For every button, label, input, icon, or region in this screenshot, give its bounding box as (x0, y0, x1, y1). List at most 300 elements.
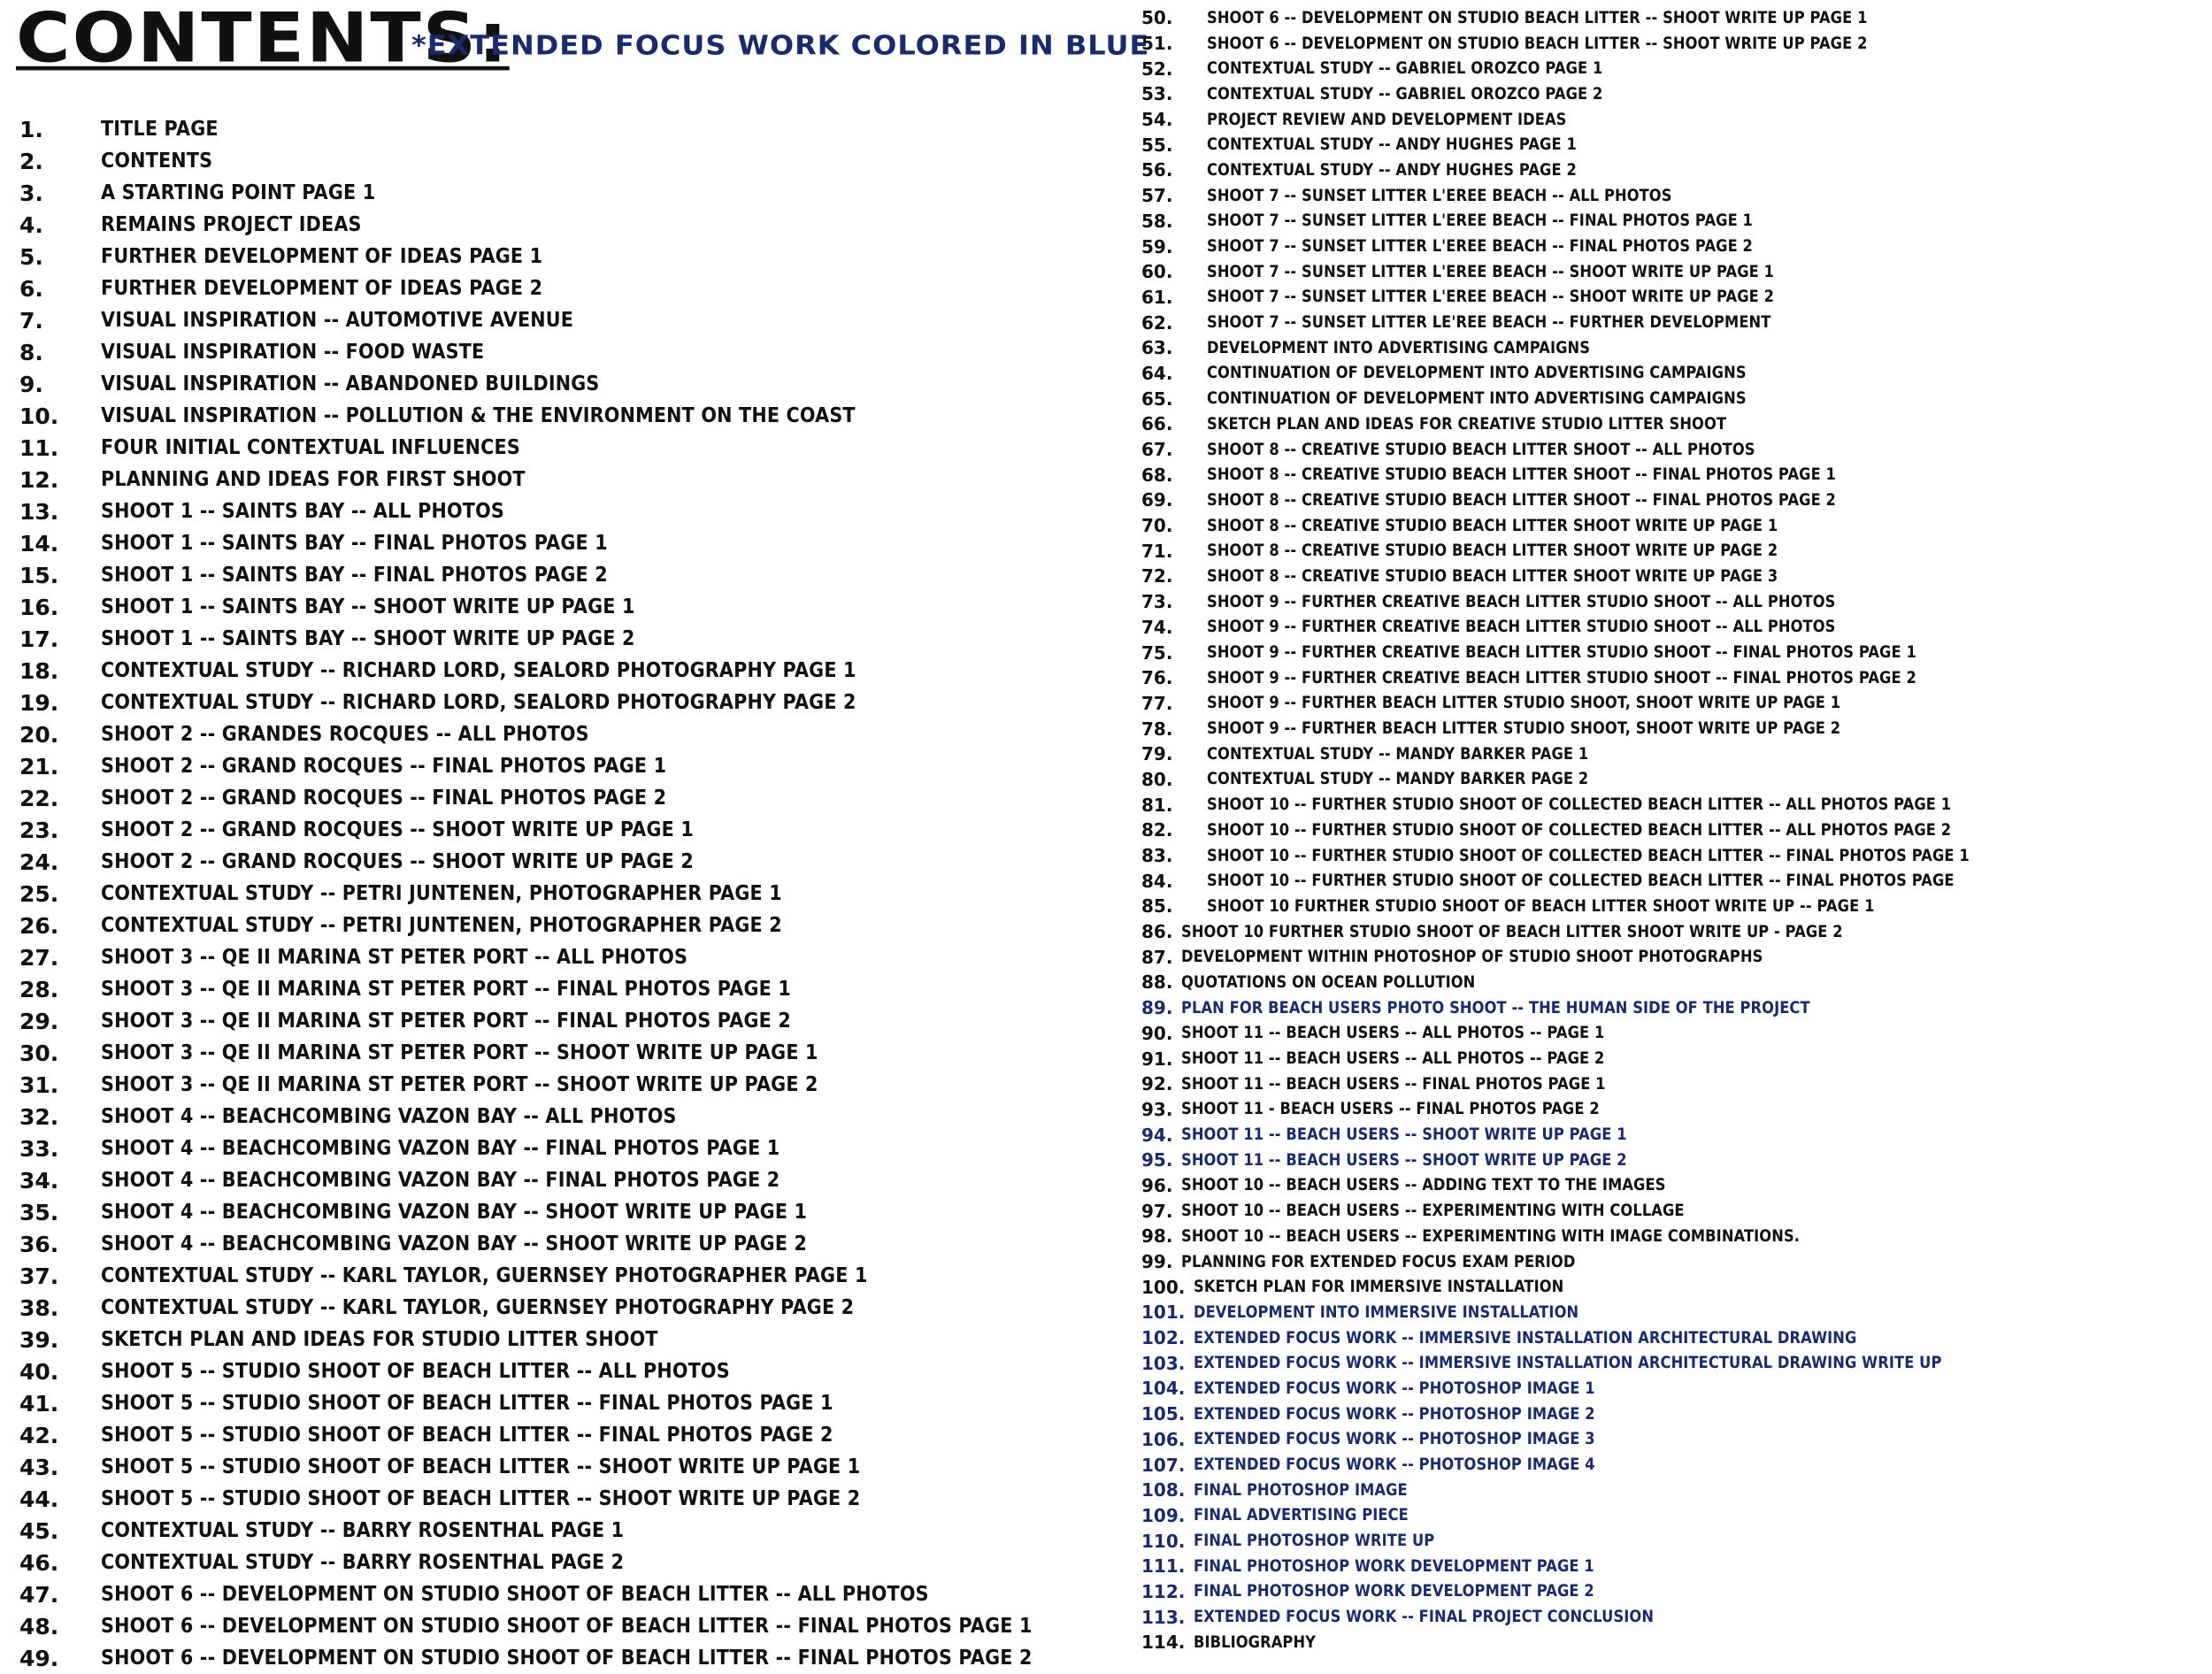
contents-entry (19, 1037, 1099, 1069)
contents-entry (1141, 741, 2203, 767)
contents-entry (1141, 1300, 2203, 1325)
entry-title: FOUR INITIAL CONTEXTUAL INFLUENCES (101, 436, 520, 459)
entry-number: 86. (1141, 921, 1173, 943)
contents-entry (1141, 157, 2203, 183)
entry-title: SHOOT 4 -- BEACHCOMBING VAZON BAY -- SHOOT WRITE UP PAGE 1 (101, 1201, 808, 1224)
contents-entry (19, 623, 1099, 655)
entry-title: SHOOT 5 -- STUDIO SHOOT OF BEACH LITTER -- SHOOT WRITE UP PAGE 2 (101, 1487, 861, 1510)
contents-entry (1141, 81, 2203, 107)
entry-title: EXTENDED FOCUS WORK -- PHOTOSHOP IMAGE 1 (1194, 1378, 1596, 1398)
contents-entry (1141, 1604, 2203, 1630)
entry-title: SHOOT 3 -- QE II MARINA ST PETER PORT -- ALL PHOTOS (101, 946, 688, 969)
entry-number: 7. (19, 307, 43, 334)
entry-title: CONTEXTUAL STUDY -- GABRIEL OROZCO PAGE 1 (1207, 59, 1603, 79)
entry-title: QUOTATIONS ON OCEAN POLLUTION (1181, 972, 1476, 992)
entry-title: SHOOT 5 -- STUDIO SHOOT OF BEACH LITTER -- ALL PHOTOS (101, 1360, 730, 1383)
entry-number: 73. (1141, 591, 1173, 613)
contents-entry (19, 1133, 1099, 1164)
contents-entry (19, 846, 1099, 878)
entry-number: 74. (1141, 616, 1173, 638)
entry-number: 102. (1141, 1327, 1186, 1349)
contents-entry (19, 1610, 1099, 1642)
contents-entry (19, 209, 1099, 241)
contents-entry (1141, 56, 2203, 81)
contents-entry (19, 1260, 1099, 1292)
entry-number: 79. (1141, 743, 1173, 765)
entry-number: 34. (19, 1167, 59, 1194)
entry-title: SHOOT 9 -- FURTHER BEACH LITTER STUDIO SHOOT, SHOOT WRITE UP PAGE 2 (1207, 719, 1841, 739)
entry-title: FURTHER DEVELOPMENT OF IDEAS PAGE 1 (101, 245, 543, 268)
contents-entry (19, 655, 1099, 687)
contents-entry (1141, 310, 2203, 335)
entry-number: 18. (19, 657, 59, 684)
entry-number: 54. (1141, 109, 1173, 131)
entry-title: SHOOT 4 -- BEACHCOMBING VAZON BAY -- ALL PHOTOS (101, 1105, 677, 1128)
entry-title: SHOOT 11 -- BEACH USERS -- SHOOT WRITE UP PAGE 2 (1181, 1150, 1628, 1170)
contents-entry (19, 1515, 1099, 1547)
entry-number: 99. (1141, 1251, 1173, 1273)
entry-title: FINAL PHOTOSHOP WORK DEVELOPMENT PAGE 2 (1194, 1582, 1595, 1601)
entry-title: SHOOT 11 - BEACH USERS -- FINAL PHOTOS PAGE 2 (1181, 1100, 1601, 1119)
entry-title: SHOOT 3 -- QE II MARINA ST PETER PORT -- SHOOT WRITE UP PAGE 1 (101, 1041, 818, 1064)
entry-number: 75. (1141, 641, 1173, 664)
entry-title: VISUAL INSPIRATION -- AUTOMOTIVE AVENUE (101, 309, 574, 332)
contents-entry (1141, 1503, 2203, 1529)
contents-entry (19, 1547, 1099, 1578)
entry-number: 95. (1141, 1149, 1173, 1171)
entry-number: 101. (1141, 1302, 1186, 1324)
contents-entry (19, 591, 1099, 623)
entry-number: 46. (19, 1549, 59, 1576)
entry-number: 64. (1141, 362, 1173, 384)
entry-number: 55. (1141, 134, 1173, 156)
entry-title: SHOOT 1 -- SAINTS BAY -- SHOOT WRITE UP PAGE 1 (101, 595, 635, 618)
contents-entry (19, 559, 1099, 591)
contents-entry (19, 973, 1099, 1005)
contents-entry (1141, 1528, 2203, 1554)
contents-entry (1141, 716, 2203, 741)
entry-title: SHOOT 10 -- BEACH USERS -- ADDING TEXT TO THE IMAGES (1181, 1176, 1666, 1195)
entry-title: SHOOT 10 -- FURTHER STUDIO SHOOT OF COLLECTED BEACH LITTER -- FINAL PHOTOS PAGE 1 (1207, 846, 1970, 865)
entry-title: SHOOT 2 -- GRAND ROCQUES -- SHOOT WRITE UP PAGE 2 (101, 850, 694, 873)
entry-title: SHOOT 7 -- SUNSET LITTER L'EREE BEACH -- FINAL PHOTOS PAGE 1 (1207, 211, 1753, 231)
entry-number: 30. (19, 1040, 59, 1066)
entry-title: PLANNING FOR EXTENDED FOCUS EXAM PERIOD (1181, 1252, 1576, 1271)
entry-number: 61. (1141, 286, 1173, 308)
entry-number: 21. (19, 753, 59, 779)
entry-title: EXTENDED FOCUS WORK -- PHOTOSHOP IMAGE 3 (1194, 1430, 1596, 1449)
contents-entry (1141, 970, 2203, 995)
entry-number: 50. (1141, 7, 1173, 29)
contents-entry (19, 495, 1099, 527)
contents-entry (19, 687, 1099, 718)
entry-number: 83. (1141, 845, 1173, 867)
entry-title: PLANNING AND IDEAS FOR FIRST SHOOT (101, 468, 526, 491)
entry-number: 24. (19, 849, 59, 875)
entry-number: 31. (19, 1071, 59, 1098)
contents-entry (19, 1228, 1099, 1260)
entry-number: 56. (1141, 159, 1173, 181)
entry-title: SHOOT 2 -- GRAND ROCQUES -- FINAL PHOTOS PAGE 1 (101, 755, 667, 778)
entry-number: 16. (19, 594, 59, 620)
entry-number: 41. (19, 1390, 59, 1417)
entry-number: 69. (1141, 489, 1173, 511)
contents-entry (1141, 589, 2203, 615)
entry-title: SHOOT 6 -- DEVELOPMENT ON STUDIO SHOOT OF BEACH LITTER -- FINAL PHOTOS PAGE 1 (101, 1615, 1033, 1638)
entry-title: SHOOT 3 -- QE II MARINA ST PETER PORT -- FINAL PHOTOS PAGE 2 (101, 1010, 791, 1033)
entry-number: 51. (1141, 33, 1173, 55)
entry-title: SHOOT 1 -- SAINTS BAY -- SHOOT WRITE UP PAGE 2 (101, 627, 635, 650)
contents-entry (19, 1578, 1099, 1610)
contents-entry (1141, 411, 2203, 437)
entry-title: SHOOT 7 -- SUNSET LITTER L'EREE BEACH -- ALL PHOTOS (1207, 186, 1672, 205)
contents-entry (1141, 843, 2203, 869)
entry-title: BIBLIOGRAPHY (1194, 1632, 1317, 1652)
entry-number: 29. (19, 1008, 59, 1034)
contents-entry (19, 1324, 1099, 1355)
contents-entry (19, 1101, 1099, 1133)
entry-number: 97. (1141, 1200, 1173, 1222)
entry-number: 103. (1141, 1352, 1186, 1374)
contents-entry (1141, 640, 2203, 665)
contents-list-right (1141, 5, 2203, 1655)
entry-title: CONTEXTUAL STUDY -- PETRI JUNTENEN, PHOTOGRAPHER PAGE 1 (101, 882, 782, 905)
entry-number: 85. (1141, 895, 1173, 918)
entry-number: 42. (19, 1422, 59, 1448)
entry-title: CONTEXTUAL STUDY -- GABRIEL OROZCO PAGE 2 (1207, 84, 1603, 104)
entry-number: 112. (1141, 1580, 1186, 1602)
contents-entry (1141, 919, 2203, 945)
contents-entry (1141, 1401, 2203, 1427)
entry-number: 19. (19, 689, 59, 716)
entry-number: 90. (1141, 1022, 1173, 1044)
contents-entry (1141, 538, 2203, 564)
contents-entry (19, 1387, 1099, 1419)
entry-number: 32. (19, 1103, 59, 1130)
entry-number: 96. (1141, 1174, 1173, 1196)
entry-title: SKETCH PLAN AND IDEAS FOR STUDIO LITTER SHOOT (101, 1328, 658, 1351)
entry-title: PLAN FOR BEACH USERS PHOTO SHOOT -- THE HUMAN SIDE OF THE PROJECT (1181, 998, 1811, 1017)
entry-title: SHOOT 10 -- FURTHER STUDIO SHOOT OF COLLECTED BEACH LITTER -- ALL PHOTOS PAGE 1 (1207, 795, 1952, 815)
contents-entry (19, 1451, 1099, 1483)
entry-number: 6. (19, 275, 43, 302)
entry-number: 13. (19, 498, 59, 525)
entry-title: SHOOT 2 -- GRAND ROCQUES -- FINAL PHOTOS PAGE 2 (101, 787, 667, 810)
entry-number: 28. (19, 976, 59, 1002)
entry-title: SHOOT 7 -- SUNSET LITTER L'EREE BEACH -- SHOOT WRITE UP PAGE 2 (1207, 288, 1775, 307)
entry-title: SHOOT 10 -- FURTHER STUDIO SHOOT OF COLLECTED BEACH LITTER -- ALL PHOTOS PAGE 2 (1207, 820, 1952, 840)
entry-title: SKETCH PLAN AND IDEAS FOR CREATIVE STUDIO LITTER SHOOT (1207, 414, 1727, 434)
entry-number: 43. (19, 1454, 59, 1480)
entry-number: 94. (1141, 1124, 1173, 1146)
entry-title: SHOOT 8 -- CREATIVE STUDIO BEACH LITTER SHOOT -- FINAL PHOTOS PAGE 2 (1207, 490, 1836, 510)
contents-entry (1141, 995, 2203, 1021)
contents-entry (1141, 132, 2203, 157)
entry-number: 35. (19, 1199, 59, 1225)
contents-entry (19, 241, 1099, 273)
entry-title: SHOOT 8 -- CREATIVE STUDIO BEACH LITTER SHOOT WRITE UP PAGE 2 (1207, 541, 1778, 561)
entry-title: CONTINUATION OF DEVELOPMENT INTO ADVERTISING CAMPAIGNS (1207, 364, 1747, 383)
entry-title: SHOOT 3 -- QE II MARINA ST PETER PORT -- FINAL PHOTOS PAGE 1 (101, 978, 791, 1001)
entry-title: SHOOT 10 FURTHER STUDIO SHOOT OF BEACH LITTER SHOOT WRITE UP -- PAGE 1 (1207, 896, 1875, 916)
entry-number: 20. (19, 721, 59, 748)
entry-title: SHOOT 9 -- FURTHER CREATIVE BEACH LITTER STUDIO SHOOT -- ALL PHOTOS (1207, 618, 1836, 637)
entry-number: 2. (19, 148, 43, 174)
contents-entry (1141, 1224, 2203, 1249)
entry-number: 25. (19, 880, 59, 907)
entry-number: 111. (1141, 1555, 1186, 1578)
contents-entry (1141, 1350, 2203, 1376)
entry-number: 26. (19, 912, 59, 939)
contents-entry (19, 304, 1099, 336)
entry-number: 104. (1141, 1378, 1186, 1400)
entry-title: VISUAL INSPIRATION -- ABANDONED BUILDINGS (101, 372, 600, 395)
entry-number: 66. (1141, 413, 1173, 435)
entry-title: CONTEXTUAL STUDY -- MANDY BARKER PAGE 1 (1207, 744, 1589, 764)
contents-entry (1141, 1630, 2203, 1655)
entry-number: 109. (1141, 1504, 1186, 1526)
entry-title: CONTEXTUAL STUDY -- KARL TAYLOR, GUERNSEY PHOTOGRAPHY PAGE 2 (101, 1296, 855, 1319)
entry-number: 23. (19, 817, 59, 843)
entry-number: 52. (1141, 58, 1173, 80)
entry-title: SHOOT 6 -- DEVELOPMENT ON STUDIO SHOOT OF BEACH LITTER -- FINAL PHOTOS PAGE 2 (101, 1647, 1033, 1670)
entry-number: 5. (19, 243, 43, 270)
contents-entry (19, 1069, 1099, 1101)
page-subtitle-note: *EXTENDED FOCUS WORK COLORED IN BLUE (411, 29, 1150, 62)
entry-title: SHOOT 7 -- SUNSET LITTER L'EREE BEACH -- FINAL PHOTOS PAGE 2 (1207, 237, 1753, 257)
contents-entry (1141, 1046, 2203, 1071)
entry-number: 76. (1141, 667, 1173, 689)
entry-number: 110. (1141, 1530, 1186, 1552)
entry-number: 105. (1141, 1403, 1186, 1425)
entry-number: 81. (1141, 794, 1173, 816)
contents-entry (19, 941, 1099, 973)
entry-number: 4. (19, 211, 43, 238)
contents-entry (19, 1005, 1099, 1037)
entry-number: 71. (1141, 540, 1173, 562)
entry-title: DEVELOPMENT INTO IMMERSIVE INSTALLATION (1194, 1302, 1579, 1322)
entry-number: 70. (1141, 515, 1173, 537)
entry-number: 8. (19, 339, 43, 365)
entry-number: 3. (19, 180, 43, 206)
entry-title: SHOOT 4 -- BEACHCOMBING VAZON BAY -- FINAL PHOTOS PAGE 1 (101, 1137, 780, 1160)
entry-title: SHOOT 8 -- CREATIVE STUDIO BEACH LITTER SHOOT -- FINAL PHOTOS PAGE 1 (1207, 465, 1836, 485)
contents-entry (19, 1164, 1099, 1196)
entry-number: 60. (1141, 261, 1173, 283)
entry-number: 87. (1141, 946, 1173, 968)
entry-title: CONTEXTUAL STUDY -- BARRY ROSENTHAL PAGE 2 (101, 1551, 625, 1574)
contents-entry (1141, 462, 2203, 488)
contents-entry (1141, 285, 2203, 311)
contents-entry (1141, 792, 2203, 818)
entry-title: SKETCH PLAN FOR IMMERSIVE INSTALLATION (1194, 1278, 1564, 1297)
entry-number: 98. (1141, 1225, 1173, 1248)
entry-title: SHOOT 2 -- GRAND ROCQUES -- SHOOT WRITE UP PAGE 1 (101, 818, 694, 841)
entry-title: CONTEXTUAL STUDY -- RICHARD LORD, SEALORD PHOTOGRAPHY PAGE 1 (101, 659, 856, 682)
entry-title: SHOOT 10 -- FURTHER STUDIO SHOOT OF COLLECTED BEACH LITTER -- FINAL PHOTOS PAGE (1207, 872, 1955, 891)
entry-title: SHOOT 10 -- BEACH USERS -- EXPERIMENTING WITH COLLAGE (1181, 1202, 1686, 1221)
contents-entry (1141, 1554, 2203, 1579)
entry-title: EXTENDED FOCUS WORK -- IMMERSIVE INSTALLATION ARCHITECTURAL DRAWING WRITE UP (1194, 1354, 1942, 1373)
contents-entry (1141, 665, 2203, 691)
contents-entry (1141, 1021, 2203, 1047)
entry-number: 65. (1141, 388, 1173, 410)
contents-entry (19, 782, 1099, 814)
entry-title: SHOOT 4 -- BEACHCOMBING VAZON BAY -- SHOOT WRITE UP PAGE 2 (101, 1232, 808, 1256)
entry-number: 33. (19, 1135, 59, 1162)
contents-entry (1141, 209, 2203, 234)
entry-title: CONTEXTUAL STUDY -- ANDY HUGHES PAGE 2 (1207, 160, 1577, 180)
entry-number: 57. (1141, 185, 1173, 207)
entry-number: 53. (1141, 83, 1173, 105)
entry-number: 48. (19, 1613, 59, 1639)
contents-entry (1141, 767, 2203, 793)
contents-entry (19, 750, 1099, 782)
contents-entry (1141, 818, 2203, 843)
entry-title: DEVELOPMENT INTO ADVERTISING CAMPAIGNS (1207, 338, 1591, 357)
entry-number: 49. (19, 1645, 59, 1671)
contents-entry (1141, 1452, 2203, 1478)
entry-number: 40. (19, 1358, 59, 1385)
contents-entry (1141, 386, 2203, 411)
contents-entry (1141, 259, 2203, 285)
contents-entry (1141, 5, 2203, 31)
entry-number: 77. (1141, 692, 1173, 714)
contents-entry (1141, 1325, 2203, 1351)
entry-number: 63. (1141, 337, 1173, 359)
entry-title: SHOOT 10 FURTHER STUDIO SHOOT OF BEACH LITTER SHOOT WRITE UP - PAGE 2 (1181, 922, 1844, 941)
entry-title: DEVELOPMENT WITHIN PHOTOSHOP OF STUDIO SHOOT PHOTOGRAPHS (1181, 948, 1763, 967)
contents-entry (19, 814, 1099, 846)
entry-title: EXTENDED FOCUS WORK -- FINAL PROJECT CONCLUSION (1194, 1608, 1655, 1627)
entry-title: SHOOT 11 -- BEACH USERS -- SHOOT WRITE UP PAGE 1 (1181, 1125, 1628, 1145)
entry-title: SHOOT 10 -- BEACH USERS -- EXPERIMENTING WITH IMAGE COMBINATIONS. (1181, 1226, 1801, 1246)
contents-entry (19, 1483, 1099, 1515)
entry-number: 91. (1141, 1048, 1173, 1070)
entry-title: SHOOT 6 -- DEVELOPMENT ON STUDIO SHOOT OF BEACH LITTER -- ALL PHOTOS (101, 1583, 929, 1606)
contents-entry (19, 368, 1099, 400)
entry-number: 36. (19, 1231, 59, 1257)
entry-number: 1. (19, 116, 43, 142)
contents-entry (19, 1355, 1099, 1387)
contents-list-left (19, 113, 1099, 1674)
entry-title: SHOOT 7 -- SUNSET LITTER L'EREE BEACH -- SHOOT WRITE UP PAGE 1 (1207, 262, 1775, 281)
contents-entry (1141, 1148, 2203, 1173)
entry-title: SHOOT 5 -- STUDIO SHOOT OF BEACH LITTER -- FINAL PHOTOS PAGE 1 (101, 1392, 833, 1415)
entry-number: 93. (1141, 1098, 1173, 1120)
contents-entry (19, 336, 1099, 368)
entry-number: 114. (1141, 1632, 1186, 1654)
contents-entry (1141, 564, 2203, 589)
entry-number: 72. (1141, 565, 1173, 587)
entry-title: SHOOT 2 -- GRANDES ROCQUES -- ALL PHOTOS (101, 723, 589, 746)
entry-number: 10. (19, 403, 59, 429)
contents-entry (1141, 361, 2203, 387)
entry-number: 67. (1141, 439, 1173, 461)
contents-entry (1141, 1122, 2203, 1148)
entry-title: SHOOT 8 -- CREATIVE STUDIO BEACH LITTER SHOOT WRITE UP PAGE 1 (1207, 516, 1778, 535)
contents-entry (19, 718, 1099, 750)
entry-number: 47. (19, 1581, 59, 1608)
contents-entry (1141, 894, 2203, 919)
entry-number: 9. (19, 371, 43, 397)
contents-entry (19, 1292, 1099, 1324)
contents-entry (1141, 1274, 2203, 1300)
entry-number: 88. (1141, 971, 1173, 994)
contents-entry (19, 910, 1099, 941)
entry-title: SHOOT 11 -- BEACH USERS -- ALL PHOTOS -- PAGE 1 (1181, 1024, 1605, 1043)
entry-number: 113. (1141, 1606, 1186, 1628)
contents-entry (1141, 1376, 2203, 1401)
entry-number: 44. (19, 1486, 59, 1512)
contents-entry (1141, 335, 2203, 361)
contents-entry (1141, 1427, 2203, 1453)
contents-entry (1141, 1173, 2203, 1199)
contents-entry (1141, 615, 2203, 641)
entry-title: EXTENDED FOCUS WORK -- PHOTOSHOP IMAGE 2 (1194, 1404, 1596, 1424)
contents-entry (1141, 513, 2203, 539)
entry-title: VISUAL INSPIRATION -- FOOD WASTE (101, 341, 485, 364)
contents-entry (19, 145, 1099, 177)
entry-number: 38. (19, 1294, 59, 1321)
entry-title: FINAL ADVERTISING PIECE (1194, 1506, 1409, 1525)
entry-title: SHOOT 6 -- DEVELOPMENT ON STUDIO BEACH LITTER -- SHOOT WRITE UP PAGE 1 (1207, 8, 1868, 27)
entry-title: SHOOT 9 -- FURTHER CREATIVE BEACH LITTER STUDIO SHOOT -- FINAL PHOTOS PAGE 2 (1207, 668, 1916, 687)
contents-entry (1141, 1579, 2203, 1605)
entry-number: 27. (19, 944, 59, 971)
entry-number: 58. (1141, 210, 1173, 232)
entry-title: SHOOT 3 -- QE II MARINA ST PETER PORT -- SHOOT WRITE UP PAGE 2 (101, 1073, 818, 1096)
contents-entry (19, 1196, 1099, 1228)
entry-title: SHOOT 7 -- SUNSET LITTER LE'REE BEACH -- FURTHER DEVELOPMENT (1207, 313, 1771, 333)
entry-number: 107. (1141, 1454, 1186, 1476)
entry-title: SHOOT 9 -- FURTHER BEACH LITTER STUDIO SHOOT, SHOOT WRITE UP PAGE 1 (1207, 694, 1841, 713)
contents-entry (1141, 944, 2203, 970)
entry-number: 82. (1141, 819, 1173, 841)
entry-title: SHOOT 11 -- BEACH USERS -- ALL PHOTOS -- PAGE 2 (1181, 1049, 1605, 1069)
contents-entry (1141, 691, 2203, 717)
entry-title: CONTEXTUAL STUDY -- KARL TAYLOR, GUERNSEY PHOTOGRAPHER PAGE 1 (101, 1264, 868, 1287)
entry-number: 78. (1141, 718, 1173, 740)
contents-entry (1141, 183, 2203, 209)
entry-title: FURTHER DEVELOPMENT OF IDEAS PAGE 2 (101, 277, 543, 300)
contents-entry (1141, 234, 2203, 259)
contents-entry (1141, 1478, 2203, 1503)
entry-number: 14. (19, 530, 59, 557)
entry-title: REMAINS PROJECT IDEAS (101, 213, 362, 236)
entry-number: 22. (19, 785, 59, 811)
contents-entry (1141, 31, 2203, 57)
entry-number: 84. (1141, 870, 1173, 892)
entry-number: 17. (19, 626, 59, 652)
contents-entry (19, 878, 1099, 910)
entry-title: SHOOT 8 -- CREATIVE STUDIO BEACH LITTER SHOOT WRITE UP PAGE 3 (1207, 566, 1778, 586)
entry-title: CONTENTS (101, 150, 213, 173)
entry-title: CONTINUATION OF DEVELOPMENT INTO ADVERTISING CAMPAIGNS (1207, 389, 1747, 409)
entry-title: SHOOT 1 -- SAINTS BAY -- FINAL PHOTOS PAGE 2 (101, 564, 608, 587)
entry-number: 62. (1141, 311, 1173, 334)
entry-title: SHOOT 9 -- FURTHER CREATIVE BEACH LITTER STUDIO SHOOT -- FINAL PHOTOS PAGE 1 (1207, 643, 1916, 663)
entry-number: 59. (1141, 235, 1173, 257)
entry-title: SHOOT 9 -- FURTHER CREATIVE BEACH LITTER STUDIO SHOOT -- ALL PHOTOS (1207, 592, 1836, 611)
entry-title: CONTEXTUAL STUDY -- RICHARD LORD, SEALORD PHOTOGRAPHY PAGE 2 (101, 691, 856, 714)
contents-entry (1141, 107, 2203, 133)
contents-entry (19, 400, 1099, 432)
contents-entry (1141, 488, 2203, 513)
page-title: CONTENTS: (16, 0, 510, 78)
entry-title: CONTEXTUAL STUDY -- PETRI JUNTENEN, PHOTOGRAPHER PAGE 2 (101, 914, 782, 937)
entry-number: 80. (1141, 768, 1173, 790)
